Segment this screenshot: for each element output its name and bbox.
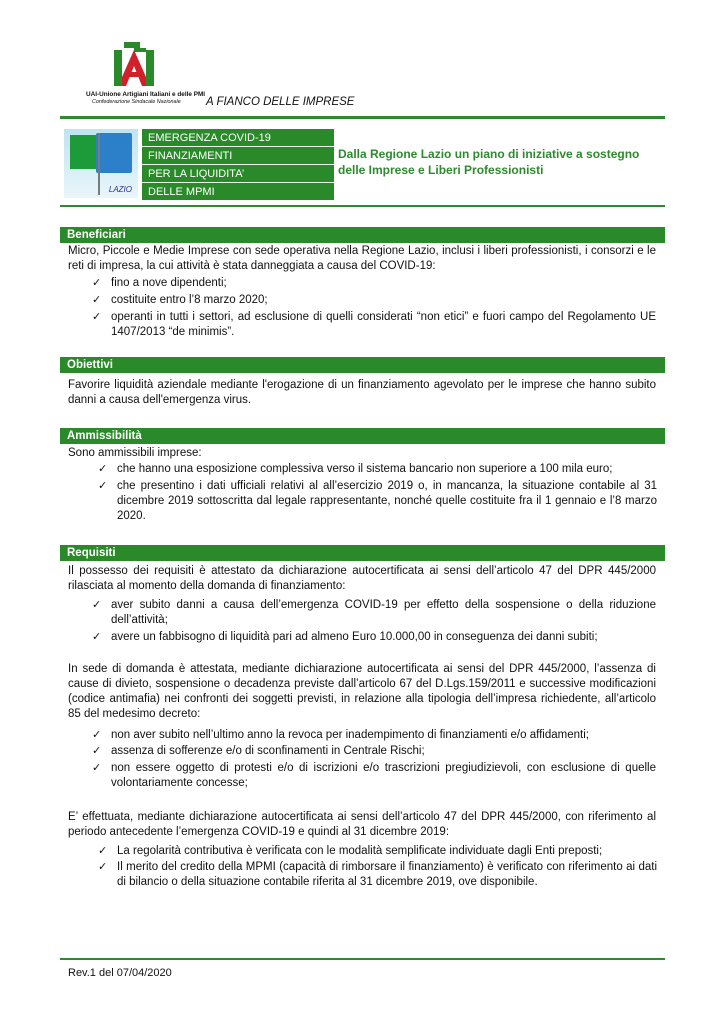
list-item: che hanno una esposizione complessiva verso il sistema bancario non superiore a 100 mila euro;: [117, 463, 613, 475]
footer-divider: [60, 958, 665, 960]
checkmark-icon: ✓: [98, 861, 108, 873]
list-item: assenza di sofferenze e/o di sconfinamenti in Centrale Rischi;: [111, 745, 425, 757]
list-item: costituite entro l’8 marzo 2020;: [111, 294, 268, 306]
checkmark-icon: ✓: [98, 480, 108, 492]
beneficiari-intro: Micro, Piccole e Medie Imprese con sede operativa nella Regione Lazio, inclusi i liberi professionisti, i consorzi e le reti di impresa, la cui attività è stata danneggiata a causa del COVID-19:: [68, 245, 656, 272]
checkmark-icon: ✓: [92, 311, 102, 323]
checkmark-icon: ✓: [92, 599, 102, 611]
topic-line: FINANZIAMENTI: [142, 147, 334, 165]
logo-subtitle: Confederazione Sindacale Nazionale: [92, 99, 181, 105]
revision-label: Rev.1 del 07/04/2020: [68, 967, 172, 979]
checkmark-icon: ✓: [92, 729, 102, 741]
topic-line: EMERGENZA COVID-19: [142, 129, 334, 147]
flag-label: LAZIO: [108, 185, 132, 194]
checkmark-icon: ✓: [92, 762, 102, 774]
uai-logo: [86, 40, 216, 108]
list-item: aver subito danni a causa dell’emergenza COVID-19 per effetto della sospensione o della riduzione dell’attività;: [111, 599, 656, 626]
topic-line: PER LA LIQUIDITA’: [142, 165, 334, 183]
requisiti-paragraph-1: Il possesso dei requisiti è attestato da dichiarazione autocertificata ai sensi dell’articolo 47 del DPR 445/2000 rilasciata al momento della domanda di finanziamento:: [68, 565, 656, 592]
requisiti-paragraph-2: In sede di domanda è attestata, mediante dichiarazione autocertificata ai sensi del DPR 445/2000, l’assenza di cause di divieto, sospensione o decadenza previste dall’articolo 67 del D.Lgs.159/2011 e successive modificazioni (codice antimafia) nei confronti dei soggetti previsti, in relazione alla tipologia dell’impresa richiedente, all’articolo 85 del medesimo decreto:: [68, 663, 656, 720]
section-title-obiettivi: Obiettivi: [60, 357, 665, 373]
list-item: non essere oggetto di protesti e/o di iscrizioni e/o trascrizioni pregiudizievoli, con esclusione di quelle volontariamente concesse;: [111, 762, 656, 789]
list-item: Il merito del credito della MPMI (capacità di rimborsare il finanziamento) è verificato con riferimento ai dati di bilancio o della situazione contabile riferita al 31 dicembre 2019, ove disponibile.: [117, 861, 657, 888]
headline: Dalla Regione Lazio un piano di iniziative a sostegno delle Imprese e Liberi Professionisti: [338, 147, 640, 177]
checkmark-icon: ✓: [92, 631, 102, 643]
topic-line: DELLE MPMI: [148, 185, 215, 198]
list-item: operanti in tutti i settori, ad esclusione di quelli considerati “non etici” e fuori campo del Regolamento UE 1407/2013 “de minimis”.: [111, 311, 656, 338]
logo-tagline: A FIANCO DELLE IMPRESE: [206, 96, 355, 108]
list-item: fino a nove dipendenti;: [111, 277, 227, 289]
checkmark-icon: ✓: [92, 294, 102, 306]
section-title-requisiti: Requisiti: [60, 545, 665, 561]
logo-name: UAI-Unione Artigiani Italiani e delle PMI: [86, 91, 206, 98]
list-item: non aver subito nell’ultimo anno la revoca per inadempimento di finanziamenti e/o affidamenti;: [111, 729, 589, 741]
checkmark-icon: ✓: [92, 745, 102, 757]
list-item: che presentino i dati ufficiali relativi al all’esercizio 2019 o, in mancanza, la situazione contabile al 31 dicembre 2019 sottoscritta dal legale rappresentante, nonché quelle costituite fra il 1 gennaio e l’8 marzo 2020.: [117, 480, 657, 522]
obiettivi-text: Favorire liquidità aziendale mediante l'erogazione di un finanziamento agevolato per le imprese che hanno subito danni a causa dell'emergenza virus.: [68, 379, 656, 406]
checkmark-icon: ✓: [98, 845, 108, 857]
uai-logo-icon: [86, 40, 216, 108]
list-item: La regolarità contributiva è verificata con le modalità semplificate individuate dagli Enti preposti;: [117, 845, 603, 857]
lazio-flag-image: [64, 129, 138, 198]
header-divider: [60, 116, 665, 119]
header-bottom-divider: [60, 205, 665, 207]
checkmark-icon: ✓: [98, 463, 108, 475]
ammissibilita-intro: Sono ammissibili imprese:: [68, 447, 202, 459]
topic-box: [142, 129, 334, 200]
section-title-ammissibilita: Ammissibilità: [60, 428, 665, 444]
checkmark-icon: ✓: [92, 277, 102, 289]
section-title-beneficiari: Beneficiari: [60, 227, 665, 243]
list-item: avere un fabbisogno di liquidità pari ad almeno Euro 10.000,00 in conseguenza dei danni subiti;: [111, 631, 598, 643]
requisiti-paragraph-3: E’ effettuata, mediante dichiarazione autocertificata ai sensi dell’articolo 47 del DPR 445/2000, con riferimento al periodo antecedente l’emergenza COVID-19 e quindi al 31 dicembre 2019:: [68, 811, 656, 838]
